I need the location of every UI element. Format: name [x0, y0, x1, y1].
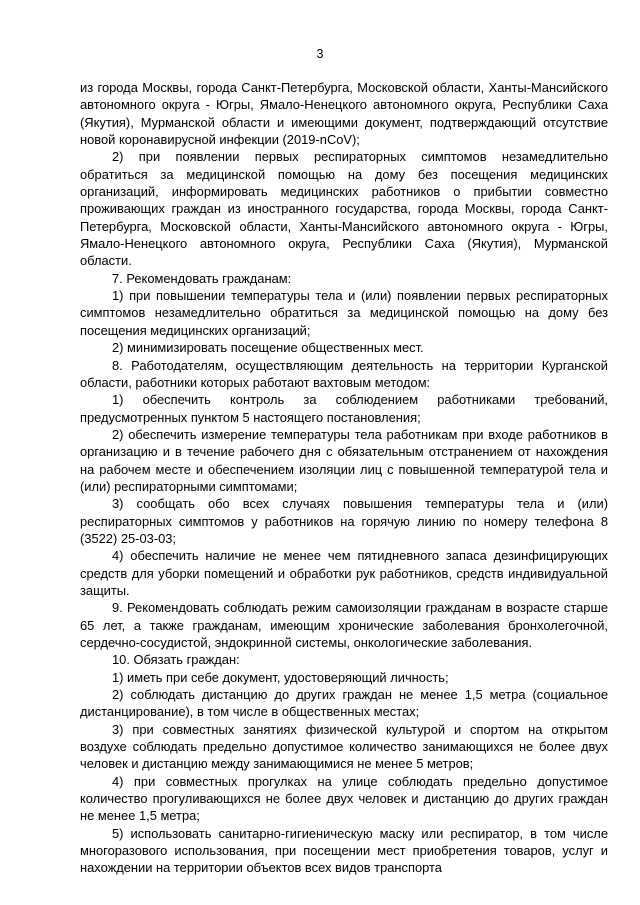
- page-number: 3: [316, 47, 324, 61]
- paragraph-10-2: 2) соблюдать дистанцию до других граждан не менее 1,5 метра (социальное дистанцирование), в том числе в общественных местах;: [80, 687, 608, 720]
- paragraph-8-2: 2) обеспечить измерение температуры тела работникам при входе работников в организацию и в течение рабочего дня с обязательным отстранением от нахождения на рабочем месте и обеспечением изоляции лиц с повышенной температурой тела и (или) респираторными симптомами;: [80, 426, 608, 494]
- paragraph-10-3: 3) при совместных занятиях физической культурой и спортом на открытом воздухе соблюдать предельно допустимое количество занимающихся не более двух человек и дистанцию между занимающимися не менее 5 метров;: [80, 721, 608, 772]
- paragraph-10-1: 1) иметь при себе документ, удостоверяющий личность;: [112, 669, 449, 685]
- document-body: [80, 79, 608, 877]
- paragraph-continuation: из города Москвы, города Санкт-Петербурга, Московской области, Ханты-Мансийского автономного округа - Югры, Ямало-Ненецкого автономного округа, Республики Саха (Якутия), Мурманской области и имеющими документ, подтверждающий отсутствие новой коронавирусной инфекции (2019-nCoV);: [80, 80, 608, 148]
- paragraph-7-heading: 7. Рекомендовать гражданам:: [112, 270, 292, 286]
- paragraph-8-1: 1) обеспечить контроль за соблюдением работниками требований, предусмотренных пунктом 5 настоящего постановления;: [80, 392, 608, 425]
- paragraph-8-3: 3) сообщать обо всех случаях повышения температуры тела и (или) респираторных симптомов у работников на горячую линию по номеру телефона 8 (3522) 25-03-03;: [80, 496, 608, 546]
- paragraph-8-heading: 8. Работодателям, осуществляющим деятельность на территории Курганской области, работники которых работают вахтовым методом:: [80, 357, 608, 390]
- paragraph-10-5: 5) использовать санитарно-гигиеническую маску или респиратор, в том числе многоразового использования, при посещении мест приобретения товаров, услуг и нахождении на территории объектов всех видов транспорта: [80, 825, 608, 876]
- paragraph-7-1: 1) при повышении температуры тела и (или) появлении первых респираторных симптомов незамедлительно обратиться за медицинской помощью на дому без посещения медицинских организаций;: [80, 288, 608, 338]
- paragraph-10-heading: 10. Обязать граждан:: [112, 652, 240, 668]
- paragraph-6-2: 2) при появлении первых респираторных симптомов незамедлительно обратиться за медицинской помощью на дому без посещения медицинских организаций, информировать медицинских работников о прибытии совместно проживающих граждан из иностранного государства, города Москвы, города Санкт-Петербурга, Московской области, Ханты-Мансийского автономного округа - Югры, Ямало-Ненецкого автономного округа, Республики Саха (Якутия), Мурманской области.: [80, 149, 608, 269]
- paragraph-8-4: 4) обеспечить наличие не менее чем пятидневного запаса дезинфицирующих средств для уборки помещений и обработки рук работников, средств индивидуальной защиты.: [80, 548, 608, 598]
- paragraph-9: 9. Рекомендовать соблюдать режим самоизоляции гражданам в возрасте старше 65 лет, а также гражданам, имеющим хронические заболевания бронхолегочной, сердечно-сосудистой, эндокринной системы, онкологические заболевания.: [80, 600, 608, 650]
- paragraph-10-4: 4) при совместных прогулках на улице соблюдать предельно допустимое количество прогуливающихся не более двух человек и дистанцию до других граждан не менее 1,5 метра;: [80, 773, 608, 824]
- paragraph-7-2: 2) минимизировать посещение общественных мест.: [112, 340, 424, 356]
